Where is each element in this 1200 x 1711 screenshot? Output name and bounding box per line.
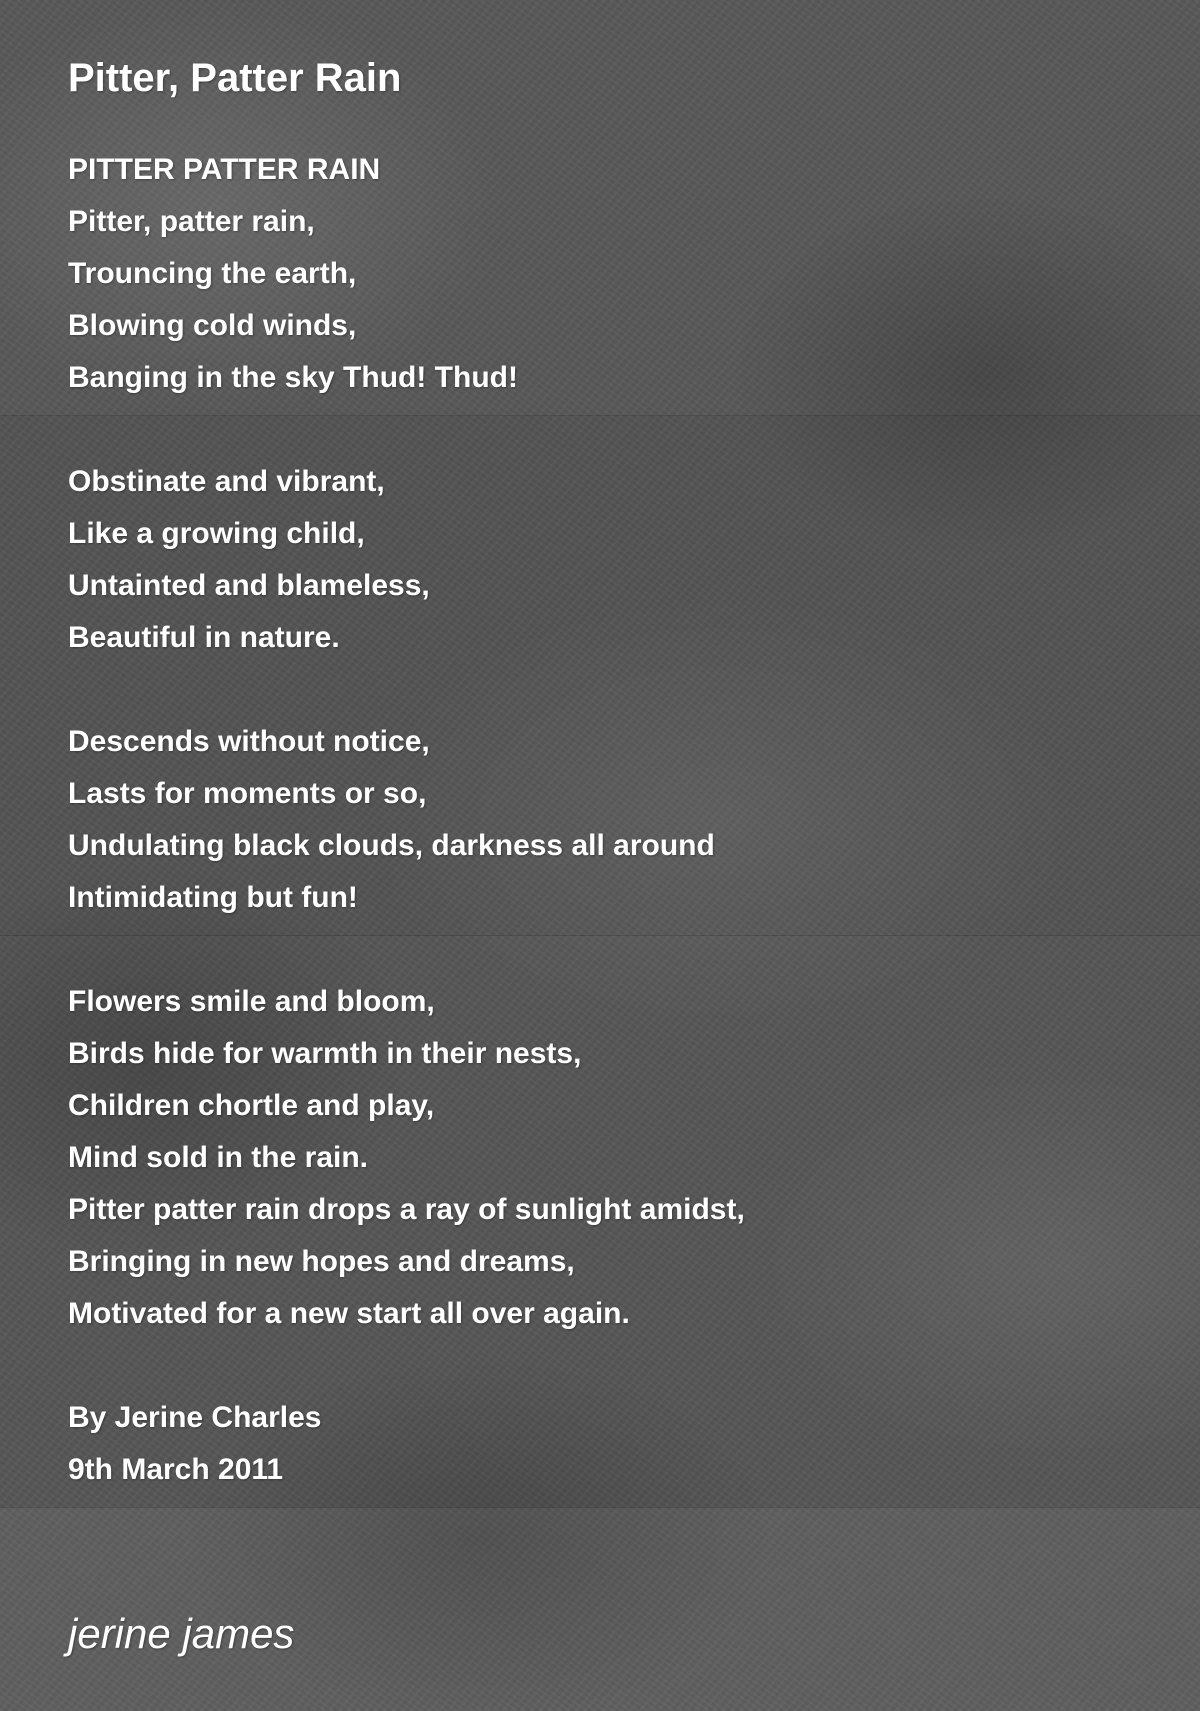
stanza-3 — [68, 716, 1148, 924]
poem-line: Flowers smile and bloom, — [68, 985, 435, 1018]
poem-line: Birds hide for warmth in their nests, — [68, 1037, 582, 1070]
stanza-2 — [68, 456, 1148, 664]
poem-line: Mind sold in the rain. — [68, 1141, 368, 1174]
poem-line: Untainted and blameless, — [68, 569, 430, 602]
author-signature: jerine james — [68, 1610, 295, 1657]
poem-line: Obstinate and vibrant, — [68, 465, 385, 498]
poem-content — [68, 48, 1148, 1548]
poem-line: Motivated for a new start all over again. — [68, 1297, 630, 1330]
poem-line: Like a growing child, — [68, 517, 365, 550]
date-line: 9th March 2011 — [68, 1453, 284, 1486]
stanza-4 — [68, 976, 1148, 1340]
stanza-1 — [68, 144, 1148, 404]
poem-line: Children chortle and play, — [68, 1089, 435, 1122]
poem-line: Bringing in new hopes and dreams, — [68, 1245, 575, 1278]
poem-line: Beautiful in nature. — [68, 621, 340, 654]
poem-line: Banging in the sky Thud! Thud! — [68, 361, 518, 394]
poem-line: Blowing cold winds, — [68, 309, 357, 342]
poem-line: Trouncing the earth, — [68, 257, 357, 290]
poem-line: Undulating black clouds, darkness all around — [68, 829, 715, 862]
poem-line: PITTER PATTER RAIN — [68, 153, 381, 186]
poem-line: Intimidating but fun! — [68, 881, 358, 914]
byline: By Jerine Charles — [68, 1401, 322, 1434]
poem-line: Pitter patter rain drops a ray of sunlight amidst, — [68, 1193, 745, 1226]
poem-line: Lasts for moments or so, — [68, 777, 427, 810]
poem-line: Pitter, patter rain, — [68, 205, 315, 238]
poem-line: Descends without notice, — [68, 725, 430, 758]
poem-title: Pitter, Patter Rain — [68, 56, 402, 100]
byline-block — [68, 1392, 1148, 1496]
